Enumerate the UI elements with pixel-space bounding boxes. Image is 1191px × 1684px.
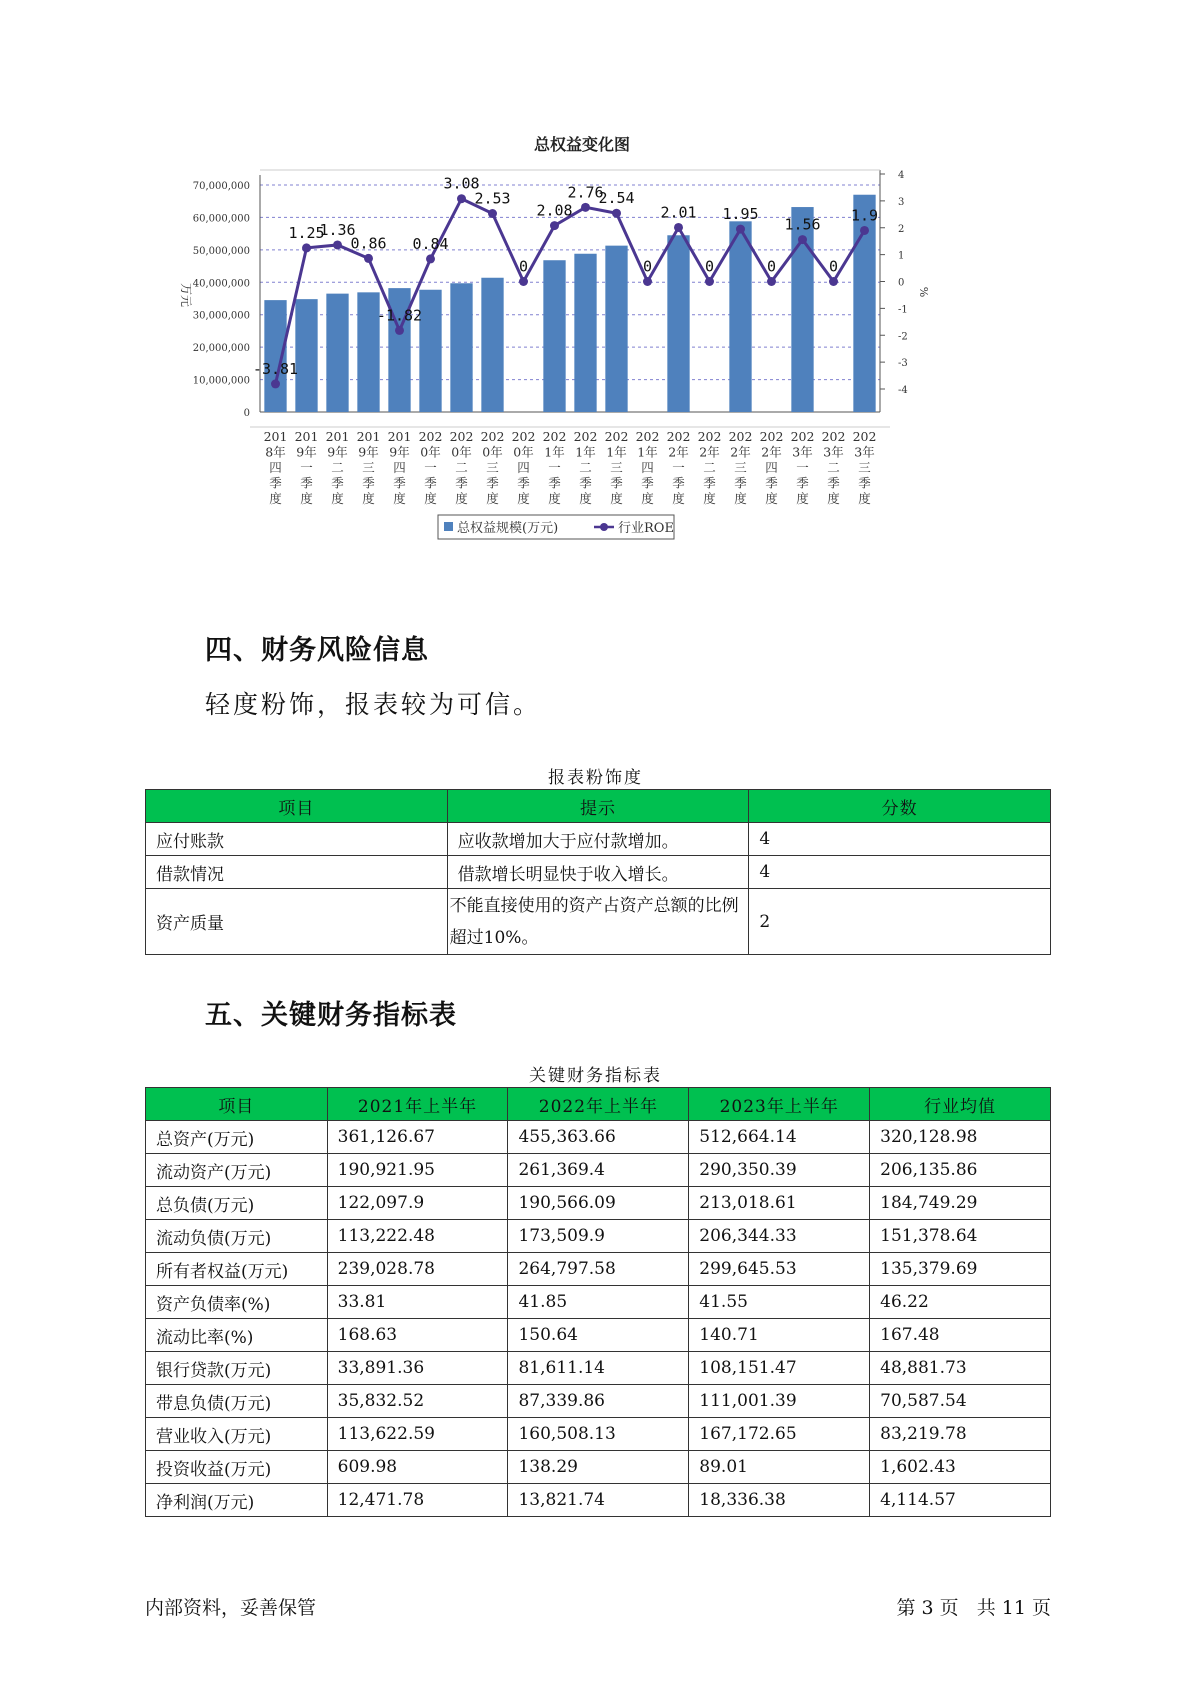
roe-data-label: 1.56 (784, 215, 821, 234)
item-cell: 总负债(万元) (146, 1187, 328, 1220)
value-cell: 512,664.14 (689, 1121, 870, 1154)
risk-table (145, 789, 1051, 955)
value-cell: 33.81 (327, 1286, 508, 1319)
value-cell: 138.29 (508, 1451, 689, 1484)
item-cell: 营业收入(万元) (146, 1418, 328, 1451)
header-cell: 分数 (749, 790, 1051, 823)
table-row (146, 1286, 1051, 1319)
value-cell: 83,219.78 (870, 1418, 1051, 1451)
value-cell: 320,128.98 (870, 1121, 1051, 1154)
bar (419, 290, 441, 412)
bar (574, 254, 596, 412)
value-cell: 299,645.53 (689, 1253, 870, 1286)
value-cell: 113,222.48 (327, 1220, 508, 1253)
x-tick-label: 202 2年二季度 (697, 429, 722, 506)
bar (605, 246, 627, 412)
value-cell: 89.01 (689, 1451, 870, 1484)
roe-data-label: 2.53 (474, 189, 511, 208)
roe-point (736, 225, 745, 234)
y2-tick-label: 2 (898, 223, 905, 235)
x-tick-label: 201 8年四季度 (263, 429, 288, 506)
hint-cell: 应收款增加大于应付款增加。 (447, 823, 749, 856)
item-cell: 总资产(万元) (146, 1121, 328, 1154)
roe-point (581, 203, 590, 212)
value-cell: 206,135.86 (870, 1154, 1051, 1187)
header-cell: 2021年上半年 (327, 1088, 508, 1121)
footer-note: 内部资料，妥善保管 (145, 1597, 317, 1619)
value-cell: 108,151.47 (689, 1352, 870, 1385)
roe-data-label: 0 (766, 257, 777, 276)
y-tick-label: 20,000,000 (192, 343, 250, 355)
value-cell: 70,587.54 (870, 1385, 1051, 1418)
legend-bar-swatch (444, 522, 453, 531)
indicator-table (145, 1087, 1051, 1517)
table-row (146, 1121, 1051, 1154)
roe-point (705, 277, 714, 286)
x-tick-label: 202 2年一季度 (666, 429, 691, 506)
item-cell: 净利润(万元) (146, 1484, 328, 1517)
y-tick-label: 70,000,000 (192, 181, 250, 192)
roe-data-label: 0 (704, 257, 715, 276)
item-cell: 应付账款 (146, 823, 448, 856)
y2-tick-label: 3 (898, 196, 905, 208)
roe-point (395, 326, 404, 335)
y-tick-label: 60,000,000 (192, 213, 250, 225)
roe-point (674, 223, 683, 232)
x-tick-label: 202 1年三季度 (604, 429, 629, 506)
hint-cell: 不能直接使用的资产占资产总额的比例超过10%。 (447, 889, 749, 955)
table-row (146, 1451, 1051, 1484)
item-cell: 借款情况 (146, 856, 448, 889)
x-tick-label: 202 1年四季度 (635, 429, 660, 506)
y2-tick-label: -1 (898, 304, 908, 316)
value-cell: 190,566.09 (508, 1187, 689, 1220)
section5-heading: 五、关键财务指标表 (205, 1000, 457, 1031)
bar (543, 260, 565, 412)
risk-summary: 轻度粉饰，报表较为可信。 (205, 690, 542, 719)
x-tick-label: 201 9年三季度 (356, 429, 381, 506)
bar (481, 278, 503, 412)
table-row (146, 1385, 1051, 1418)
item-cell: 资产负债率(%) (146, 1286, 328, 1319)
y-axis-label: 万元 (179, 282, 193, 308)
score-cell: 4 (749, 823, 1051, 856)
x-tick-label: 202 0年一季度 (418, 429, 443, 506)
item-cell: 资产质量 (146, 889, 448, 955)
roe-point (333, 240, 342, 249)
table-row (146, 856, 1051, 889)
bar (295, 299, 317, 412)
bar (450, 283, 472, 412)
y2-axis-label: % (917, 286, 930, 298)
value-cell: 4,114.57 (870, 1484, 1051, 1517)
roe-data-label: -3.81 (252, 359, 299, 378)
bar (729, 221, 751, 412)
value-cell: 46.22 (870, 1286, 1051, 1319)
table-row (146, 1187, 1051, 1220)
value-cell: 41.85 (508, 1286, 689, 1319)
roe-point (519, 277, 528, 286)
roe-data-label: 0.86 (350, 234, 387, 253)
x-tick-label: 201 9年二季度 (325, 429, 350, 506)
value-cell: 167.48 (870, 1319, 1051, 1352)
x-tick-label: 202 3年一季度 (790, 429, 815, 506)
value-cell: 361,126.67 (327, 1121, 508, 1154)
value-cell: 33,891.36 (327, 1352, 508, 1385)
header-cell: 2022年上半年 (508, 1088, 689, 1121)
header-cell: 行业均值 (870, 1088, 1051, 1121)
item-cell: 带息负债(万元) (146, 1385, 328, 1418)
table-row (146, 1154, 1051, 1187)
y-tick-label: 40,000,000 (192, 278, 250, 290)
roe-point (550, 221, 559, 230)
indicator-table-body (146, 1121, 1051, 1517)
value-cell: 168.63 (327, 1319, 508, 1352)
x-tick-label: 202 1年一季度 (542, 429, 567, 506)
item-cell: 所有者权益(万元) (146, 1253, 328, 1286)
header-cell: 2023年上半年 (689, 1088, 870, 1121)
value-cell: 111,001.39 (689, 1385, 870, 1418)
legend-line-marker (600, 523, 608, 531)
table-row (146, 1418, 1051, 1451)
value-cell: 173,509.9 (508, 1220, 689, 1253)
value-cell: 151,378.64 (870, 1220, 1051, 1253)
roe-point (426, 254, 435, 263)
value-cell: 1,602.43 (870, 1451, 1051, 1484)
roe-data-label: 2.01 (660, 203, 697, 222)
table-row (146, 1253, 1051, 1286)
value-cell: 18,336.38 (689, 1484, 870, 1517)
value-cell: 261,369.4 (508, 1154, 689, 1187)
hint-cell: 借款增长明显快于收入增长。 (447, 856, 749, 889)
value-cell: 239,028.78 (327, 1253, 508, 1286)
y2-tick-label: 1 (898, 250, 905, 262)
roe-point (829, 277, 838, 286)
x-tick-label: 201 9年四季度 (387, 429, 412, 506)
value-cell: 35,832.52 (327, 1385, 508, 1418)
table-row (146, 1220, 1051, 1253)
roe-point (302, 243, 311, 252)
equity-chart (170, 130, 1050, 595)
page-number: 第 3 页 共 11 页 (896, 1597, 1051, 1619)
y-tick-label: 0 (243, 408, 250, 419)
y2-tick-label: -4 (898, 385, 908, 396)
roe-data-label: 2.54 (598, 189, 635, 208)
roe-data-label: 2.76 (567, 183, 604, 202)
roe-data-label: -1.82 (376, 306, 423, 325)
roe-data-label: 3.08 (443, 174, 480, 193)
y-tick-label: 10,000,000 (192, 375, 250, 387)
bar (667, 235, 689, 412)
table-row (146, 823, 1051, 856)
roe-point (364, 254, 373, 263)
chart-svg (170, 130, 1050, 595)
item-cell: 流动资产(万元) (146, 1154, 328, 1187)
roe-point (612, 209, 621, 218)
roe-data-label: 0 (642, 257, 653, 276)
value-cell: 609.98 (327, 1451, 508, 1484)
y2-tick-label: 0 (898, 277, 905, 289)
table-row (146, 1319, 1051, 1352)
roe-point (860, 226, 869, 235)
bar (326, 294, 348, 412)
x-tick-label: 202 1年二季度 (573, 429, 598, 506)
value-cell: 41.55 (689, 1286, 870, 1319)
y-tick-label: 30,000,000 (192, 310, 250, 322)
y-tick-label: 50,000,000 (192, 245, 250, 257)
x-tick-label: 202 2年四季度 (759, 429, 784, 506)
roe-data-label: 1.9 (850, 206, 879, 225)
value-cell: 264,797.58 (508, 1253, 689, 1286)
x-tick-label: 202 3年三季度 (852, 429, 877, 506)
roe-data-label: 0 (828, 257, 839, 276)
value-cell: 213,018.61 (689, 1187, 870, 1220)
x-tick-label: 202 3年二季度 (821, 429, 846, 506)
value-cell: 184,749.29 (870, 1187, 1051, 1220)
y2-tick-label: -2 (898, 331, 908, 343)
x-tick-label: 202 2年三季度 (728, 429, 753, 506)
y2-tick-label: 4 (898, 170, 905, 181)
value-cell: 190,921.95 (327, 1154, 508, 1187)
x-tick-label: 201 9年一季度 (294, 429, 319, 506)
value-cell: 140.71 (689, 1319, 870, 1352)
header-cell: 项目 (146, 790, 448, 823)
table-row (146, 889, 1051, 955)
risk-table-caption: 报表粉饰度 (548, 768, 643, 788)
value-cell: 122,097.9 (327, 1187, 508, 1220)
value-cell: 160,508.13 (508, 1418, 689, 1451)
roe-point (643, 277, 652, 286)
value-cell: 206,344.33 (689, 1220, 870, 1253)
value-cell: 113,622.59 (327, 1418, 508, 1451)
roe-data-label: 1.25 (288, 223, 325, 242)
header-cell: 提示 (447, 790, 749, 823)
item-cell: 银行贷款(万元) (146, 1352, 328, 1385)
x-tick-label: 202 0年三季度 (480, 429, 505, 506)
y2-tick-label: -3 (898, 358, 908, 370)
section4-heading: 四、财务风险信息 (205, 635, 429, 666)
value-cell: 48,881.73 (870, 1352, 1051, 1385)
legend-line-label: 行业ROE (618, 521, 674, 536)
value-cell: 455,363.66 (508, 1121, 689, 1154)
roe-point (457, 194, 466, 203)
score-cell: 4 (749, 856, 1051, 889)
roe-data-label: 1.95 (722, 205, 759, 224)
roe-data-label: 2.08 (536, 201, 573, 220)
indicator-table-caption: 关键财务指标表 (529, 1066, 662, 1086)
item-cell: 流动负债(万元) (146, 1220, 328, 1253)
value-cell: 81,611.14 (508, 1352, 689, 1385)
table-row (146, 1352, 1051, 1385)
indicator-table-header (146, 1088, 1051, 1121)
roe-data-label: 0.84 (412, 234, 449, 253)
score-cell: 2 (749, 889, 1051, 955)
value-cell: 87,339.86 (508, 1385, 689, 1418)
roe-point (271, 379, 280, 388)
header-cell: 项目 (146, 1088, 328, 1121)
roe-data-label: 0 (518, 257, 529, 276)
roe-data-label: 1.36 (319, 220, 356, 239)
legend-bar-label: 总权益规模(万元) (457, 521, 559, 536)
roe-point (488, 209, 497, 218)
roe-point (767, 277, 776, 286)
x-tick-label: 202 0年四季度 (511, 429, 536, 506)
chart-title: 总权益变化图 (533, 135, 631, 154)
risk-table-header (146, 790, 1051, 823)
x-tick-label: 202 0年二季度 (449, 429, 474, 506)
table-row (146, 1484, 1051, 1517)
value-cell: 13,821.74 (508, 1484, 689, 1517)
item-cell: 流动比率(%) (146, 1319, 328, 1352)
value-cell: 12,471.78 (327, 1484, 508, 1517)
value-cell: 167,172.65 (689, 1418, 870, 1451)
value-cell: 290,350.39 (689, 1154, 870, 1187)
value-cell: 150.64 (508, 1319, 689, 1352)
item-cell: 投资收益(万元) (146, 1451, 328, 1484)
roe-point (798, 235, 807, 244)
value-cell: 135,379.69 (870, 1253, 1051, 1286)
